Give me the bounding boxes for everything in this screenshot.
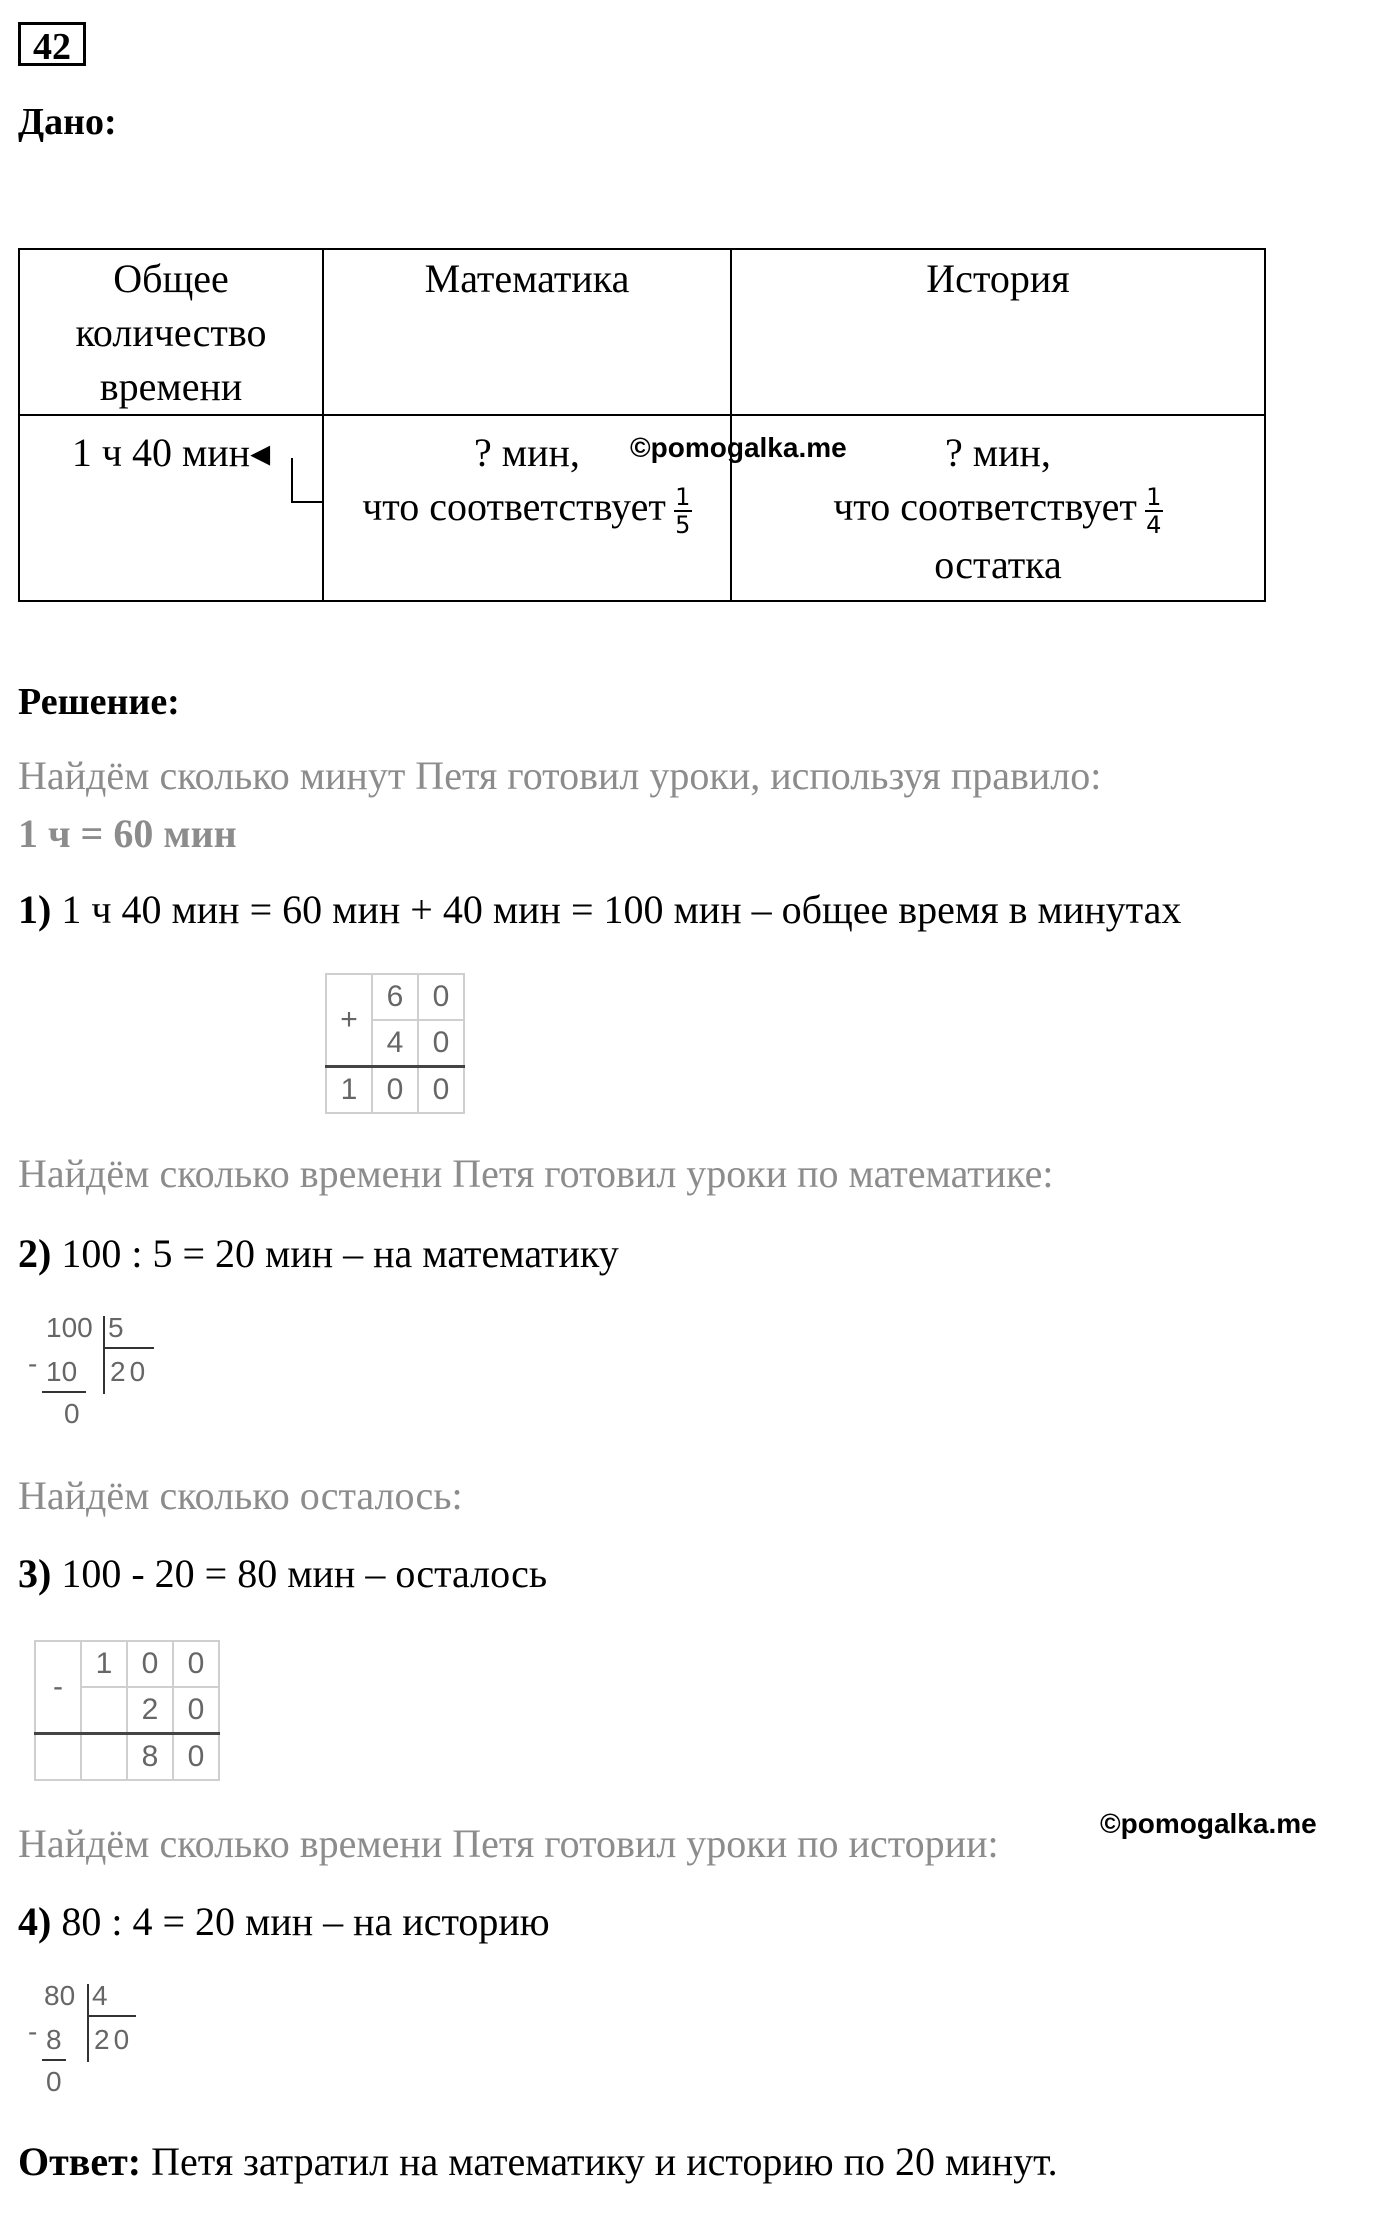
- minus-sign: -: [35, 1641, 81, 1734]
- rule-text: 1 ч = 60 мин: [18, 811, 237, 856]
- history-tail: остатка: [934, 541, 1062, 587]
- step-4: 4) 80 : 4 = 20 мин – на историю: [18, 1899, 550, 1944]
- division-100-by-5: - 100 5 10 20 0: [28, 1312, 150, 1429]
- header-total: Общее количество времени: [19, 249, 323, 415]
- fraction-one-fifth: $\frac{1}{5}$: [675, 482, 691, 539]
- math-desc: что соответствует: [362, 484, 666, 529]
- cell-total: [19, 415, 323, 601]
- math-question: ? мин,: [474, 430, 580, 475]
- division-80-by-4: - 80 4 8 20 0: [28, 1980, 134, 2097]
- arrow-icon: ◂: [250, 430, 271, 475]
- hint-history: Найдём сколько времени Петя готовил уроки по истории:: [18, 1821, 999, 1866]
- step-1: 1) 1 ч 40 мин = 60 мин + 40 мин = 100 мин – общее время в минутах: [18, 887, 1182, 932]
- history-question: ? мин,: [945, 430, 1051, 475]
- addition-grid: + 6 0 4 0 1 0 0: [325, 973, 465, 1114]
- solution-heading: Решение:: [18, 681, 180, 723]
- step-3: 3) 100 - 20 = 80 мин – осталось: [18, 1551, 548, 1596]
- plus-sign: +: [326, 974, 372, 1067]
- header-math: Математика: [323, 249, 731, 415]
- watermark: ©pomogalka.me: [630, 432, 847, 463]
- total-time: 1 ч 40 мин: [71, 430, 251, 475]
- hint-remainder: Найдём сколько осталось:: [18, 1473, 463, 1518]
- step-2: 2) 100 : 5 = 20 мин – на математику: [18, 1231, 619, 1276]
- given-table: [18, 248, 1266, 602]
- watermark-2: ©pomogalka.me: [1100, 1808, 1317, 1839]
- intro-text: Найдём сколько минут Петя готовил уроки, используя правило:: [18, 753, 1102, 798]
- fraction-one-fourth: $\frac{1}{4}$: [1146, 482, 1162, 539]
- given-heading: Дано:: [18, 101, 117, 143]
- history-desc: что соответствует: [833, 484, 1137, 529]
- header-history: История: [731, 249, 1265, 415]
- hint-math: Найдём сколько времени Петя готовил уроки по математике:: [18, 1151, 1054, 1196]
- problem-number: 42: [18, 22, 86, 66]
- answer: Ответ: Петя затратил на математику и историю по 20 минут.: [18, 2139, 1058, 2184]
- connector-line: [290, 456, 324, 516]
- subtraction-grid: - 1 0 0 2 0 8 0: [34, 1640, 220, 1781]
